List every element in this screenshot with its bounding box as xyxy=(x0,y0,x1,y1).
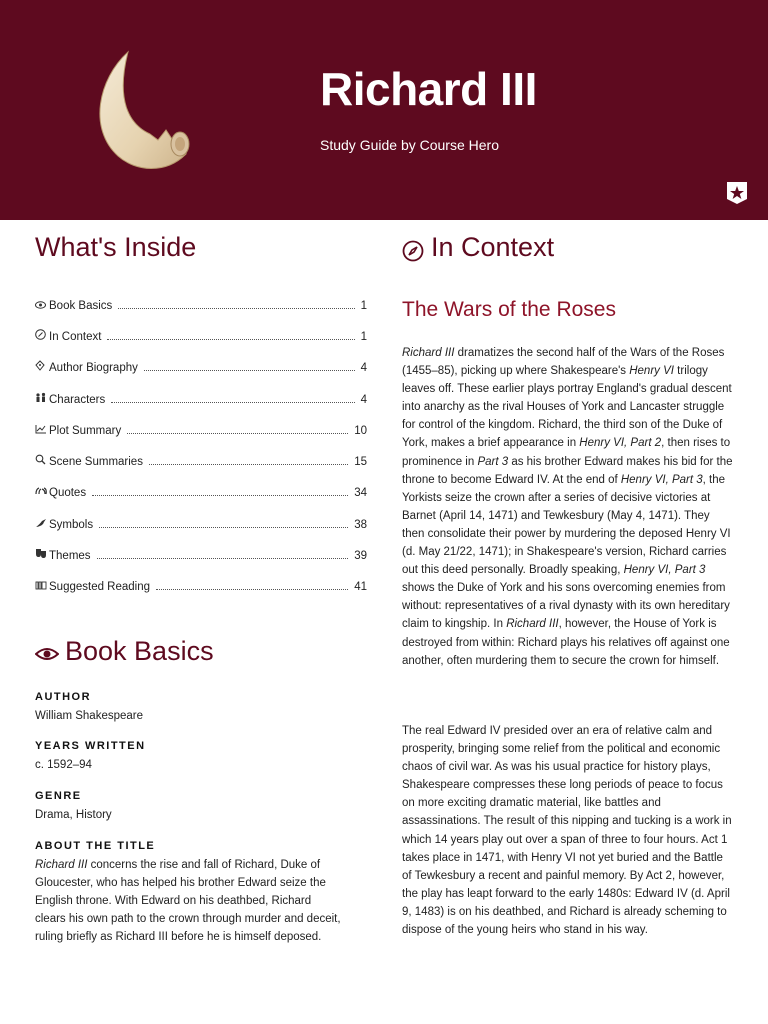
bird-icon xyxy=(35,518,49,531)
compass-icon xyxy=(402,240,424,262)
paragraph-text-run: , then rises to prominence in xyxy=(402,437,731,468)
about-title-label: ABOUT THE TITLE xyxy=(35,840,156,852)
toc-label: Scene Summaries xyxy=(49,456,143,468)
toc-item-book-basics[interactable] xyxy=(35,296,367,312)
cover-header xyxy=(0,0,768,220)
quote-icon xyxy=(35,487,49,499)
paragraph-text-run: , the Yorkists seize the crown after a series of decisive victories at Barnet (April 14, 1471) and Tewkesbury (May 4, 1471). They then consolidate their power by murdering the deposed Henry VI (d. May 21/22, 1471); in Shakespeare's version, Richard carries out this deed personally. Broadly speaking, xyxy=(402,473,731,577)
toc-item-scene-summaries[interactable] xyxy=(35,452,367,468)
course-hero-logo-icon xyxy=(726,181,748,205)
toc-page: 39 xyxy=(354,550,367,562)
toc-item-themes[interactable] xyxy=(35,546,367,562)
years-written-value: c. 1592–94 xyxy=(35,759,92,771)
paragraph-italic-run: Part 3 xyxy=(477,455,509,468)
toc-page: 38 xyxy=(354,519,367,531)
toc-page: 4 xyxy=(360,394,367,406)
toc-page: 15 xyxy=(354,456,367,468)
years-written-label: YEARS WRITTEN xyxy=(35,740,146,752)
toc-item-symbols[interactable] xyxy=(35,515,367,531)
paragraph-text-run: dramatizes the second half of the Wars of the Roses (1455–85), picking up where Shakespeare's xyxy=(402,347,725,378)
toc-leader xyxy=(118,308,354,309)
toc-leader xyxy=(144,370,355,371)
page-title: Richard III xyxy=(320,63,537,115)
toc-item-in-context[interactable] xyxy=(35,327,367,343)
genre-label: GENRE xyxy=(35,790,82,802)
toc-page: 10 xyxy=(354,425,367,437)
about-title-value xyxy=(35,856,345,946)
paragraph-italic-run: Richard III xyxy=(402,347,455,359)
toc-leader xyxy=(107,339,354,340)
about-title-italic: Richard III xyxy=(35,859,88,871)
paragraph-italic-run: Henry VI xyxy=(629,365,674,378)
toc-page: 4 xyxy=(360,362,367,374)
toc-label: Author Biography xyxy=(49,362,138,374)
toc-item-quotes[interactable] xyxy=(35,483,367,499)
paragraph-italic-run: Henry VI, Part 3 xyxy=(620,473,703,486)
toc-label: In Context xyxy=(49,331,102,343)
author-value: William Shakespeare xyxy=(35,710,144,722)
toc-page: 1 xyxy=(360,300,367,312)
compass-icon xyxy=(35,329,49,343)
paragraph-text-run: , however, the House of York is destroyed from within: Richard plays his relatives off against one another, often murdering them to secure the crown for himself. xyxy=(402,618,730,667)
toc-page: 1 xyxy=(360,331,367,343)
toc-leader xyxy=(111,402,354,403)
in-context-heading: In Context xyxy=(431,232,555,262)
pen-nib-icon xyxy=(35,360,49,374)
toc-label: Characters xyxy=(49,394,106,406)
author-block xyxy=(35,691,355,725)
paragraph-italic-run: Henry VI, Part 2 xyxy=(579,437,662,450)
toc-label: Plot Summary xyxy=(49,425,122,437)
toc-label: Symbols xyxy=(49,519,94,531)
book-basics-heading: Book Basics xyxy=(65,636,214,666)
masks-icon xyxy=(35,548,49,562)
toc-item-suggested-reading[interactable] xyxy=(35,577,367,593)
toc-leader xyxy=(156,589,348,590)
about-title-text: concerns the rise and fall of Richard, Duke of Gloucester, who has helped his brother Edward seize the English throne. With Edward on his deathbed, Richard clears his own path to the crown through murder and deceit, ruling briefly as Richard III before he is himself deposed. xyxy=(35,859,341,943)
magnifier-icon xyxy=(35,454,49,468)
toc-page: 34 xyxy=(354,487,367,499)
about-title-block xyxy=(35,840,345,946)
line-chart-icon xyxy=(35,424,49,437)
toc-item-author-biography[interactable] xyxy=(35,358,367,374)
toc-leader xyxy=(97,558,349,559)
tooth-illustration-icon xyxy=(88,44,198,184)
toc-label: Quotes xyxy=(49,487,87,499)
eye-icon xyxy=(35,301,49,312)
paragraph-italic-run: Henry VI, Part 3 xyxy=(623,564,706,577)
eye-icon xyxy=(35,646,59,662)
toc-page: 41 xyxy=(354,581,367,593)
wars-of-roses-heading: The Wars of the Roses xyxy=(402,298,616,321)
paragraph-italic-run: Richard III xyxy=(506,618,559,631)
toc-label: Book Basics xyxy=(49,300,113,312)
paragraph-text-run: trilogy leaves off. These earlier plays portray England's gradual descent into anarchy as the rival Houses of York and Lancaster struggle for control of the kingdom. Richard, the third son of the Duke of York, makes a brief appearance in xyxy=(402,365,732,450)
toc-label: Themes xyxy=(49,550,91,562)
people-icon xyxy=(35,392,49,406)
toc-leader xyxy=(149,464,348,465)
toc-label: Suggested Reading xyxy=(49,581,151,593)
books-icon xyxy=(35,580,49,593)
years-written-block xyxy=(35,740,355,774)
toc-item-characters[interactable] xyxy=(35,390,367,406)
genre-block xyxy=(35,790,355,824)
context-paragraph-2: The real Edward IV presided over an era of relative calm and prosperity, bringing some relief from the political and economic chaos of civil war. As was his usual practice for history plays, Shakespeare compresses these long periods of peace to focus on more exciting dramatic material, like battles and assassinations. The result of this nipping and tucking is a work in which 14 years play out over a span of three to four hours. Act 1 takes place in 1471, with Henry VI not yet buried and the Battle of Tewkesbury a recent and painful memory. By Act 2, however, the play has leapt forward to the early 1480s: Edward IV (d. April 9, 1483) is on his deathbed, and Richard is already scheming to dispose of the young heirs who stand in his way. xyxy=(402,725,732,937)
toc-leader xyxy=(127,433,348,434)
paragraph-text-run: shows the Duke of York and his sons overcoming enemies from without: representatives of a rival dynasty with its own hereditary claim to kingship. In xyxy=(402,582,730,631)
toc-leader xyxy=(99,527,348,528)
contents-heading: What's Inside xyxy=(35,232,197,262)
paragraph-text-run: as his brother Edward makes his bid for the throne to become Edward IV. At the end of xyxy=(402,455,733,486)
genre-value: Drama, History xyxy=(35,809,112,821)
author-label: AUTHOR xyxy=(35,691,92,703)
toc-item-plot-summary[interactable] xyxy=(35,421,367,437)
context-paragraph-1 xyxy=(402,344,734,670)
page-subtitle: Study Guide by Course Hero xyxy=(320,137,499,153)
toc-leader xyxy=(92,495,348,496)
